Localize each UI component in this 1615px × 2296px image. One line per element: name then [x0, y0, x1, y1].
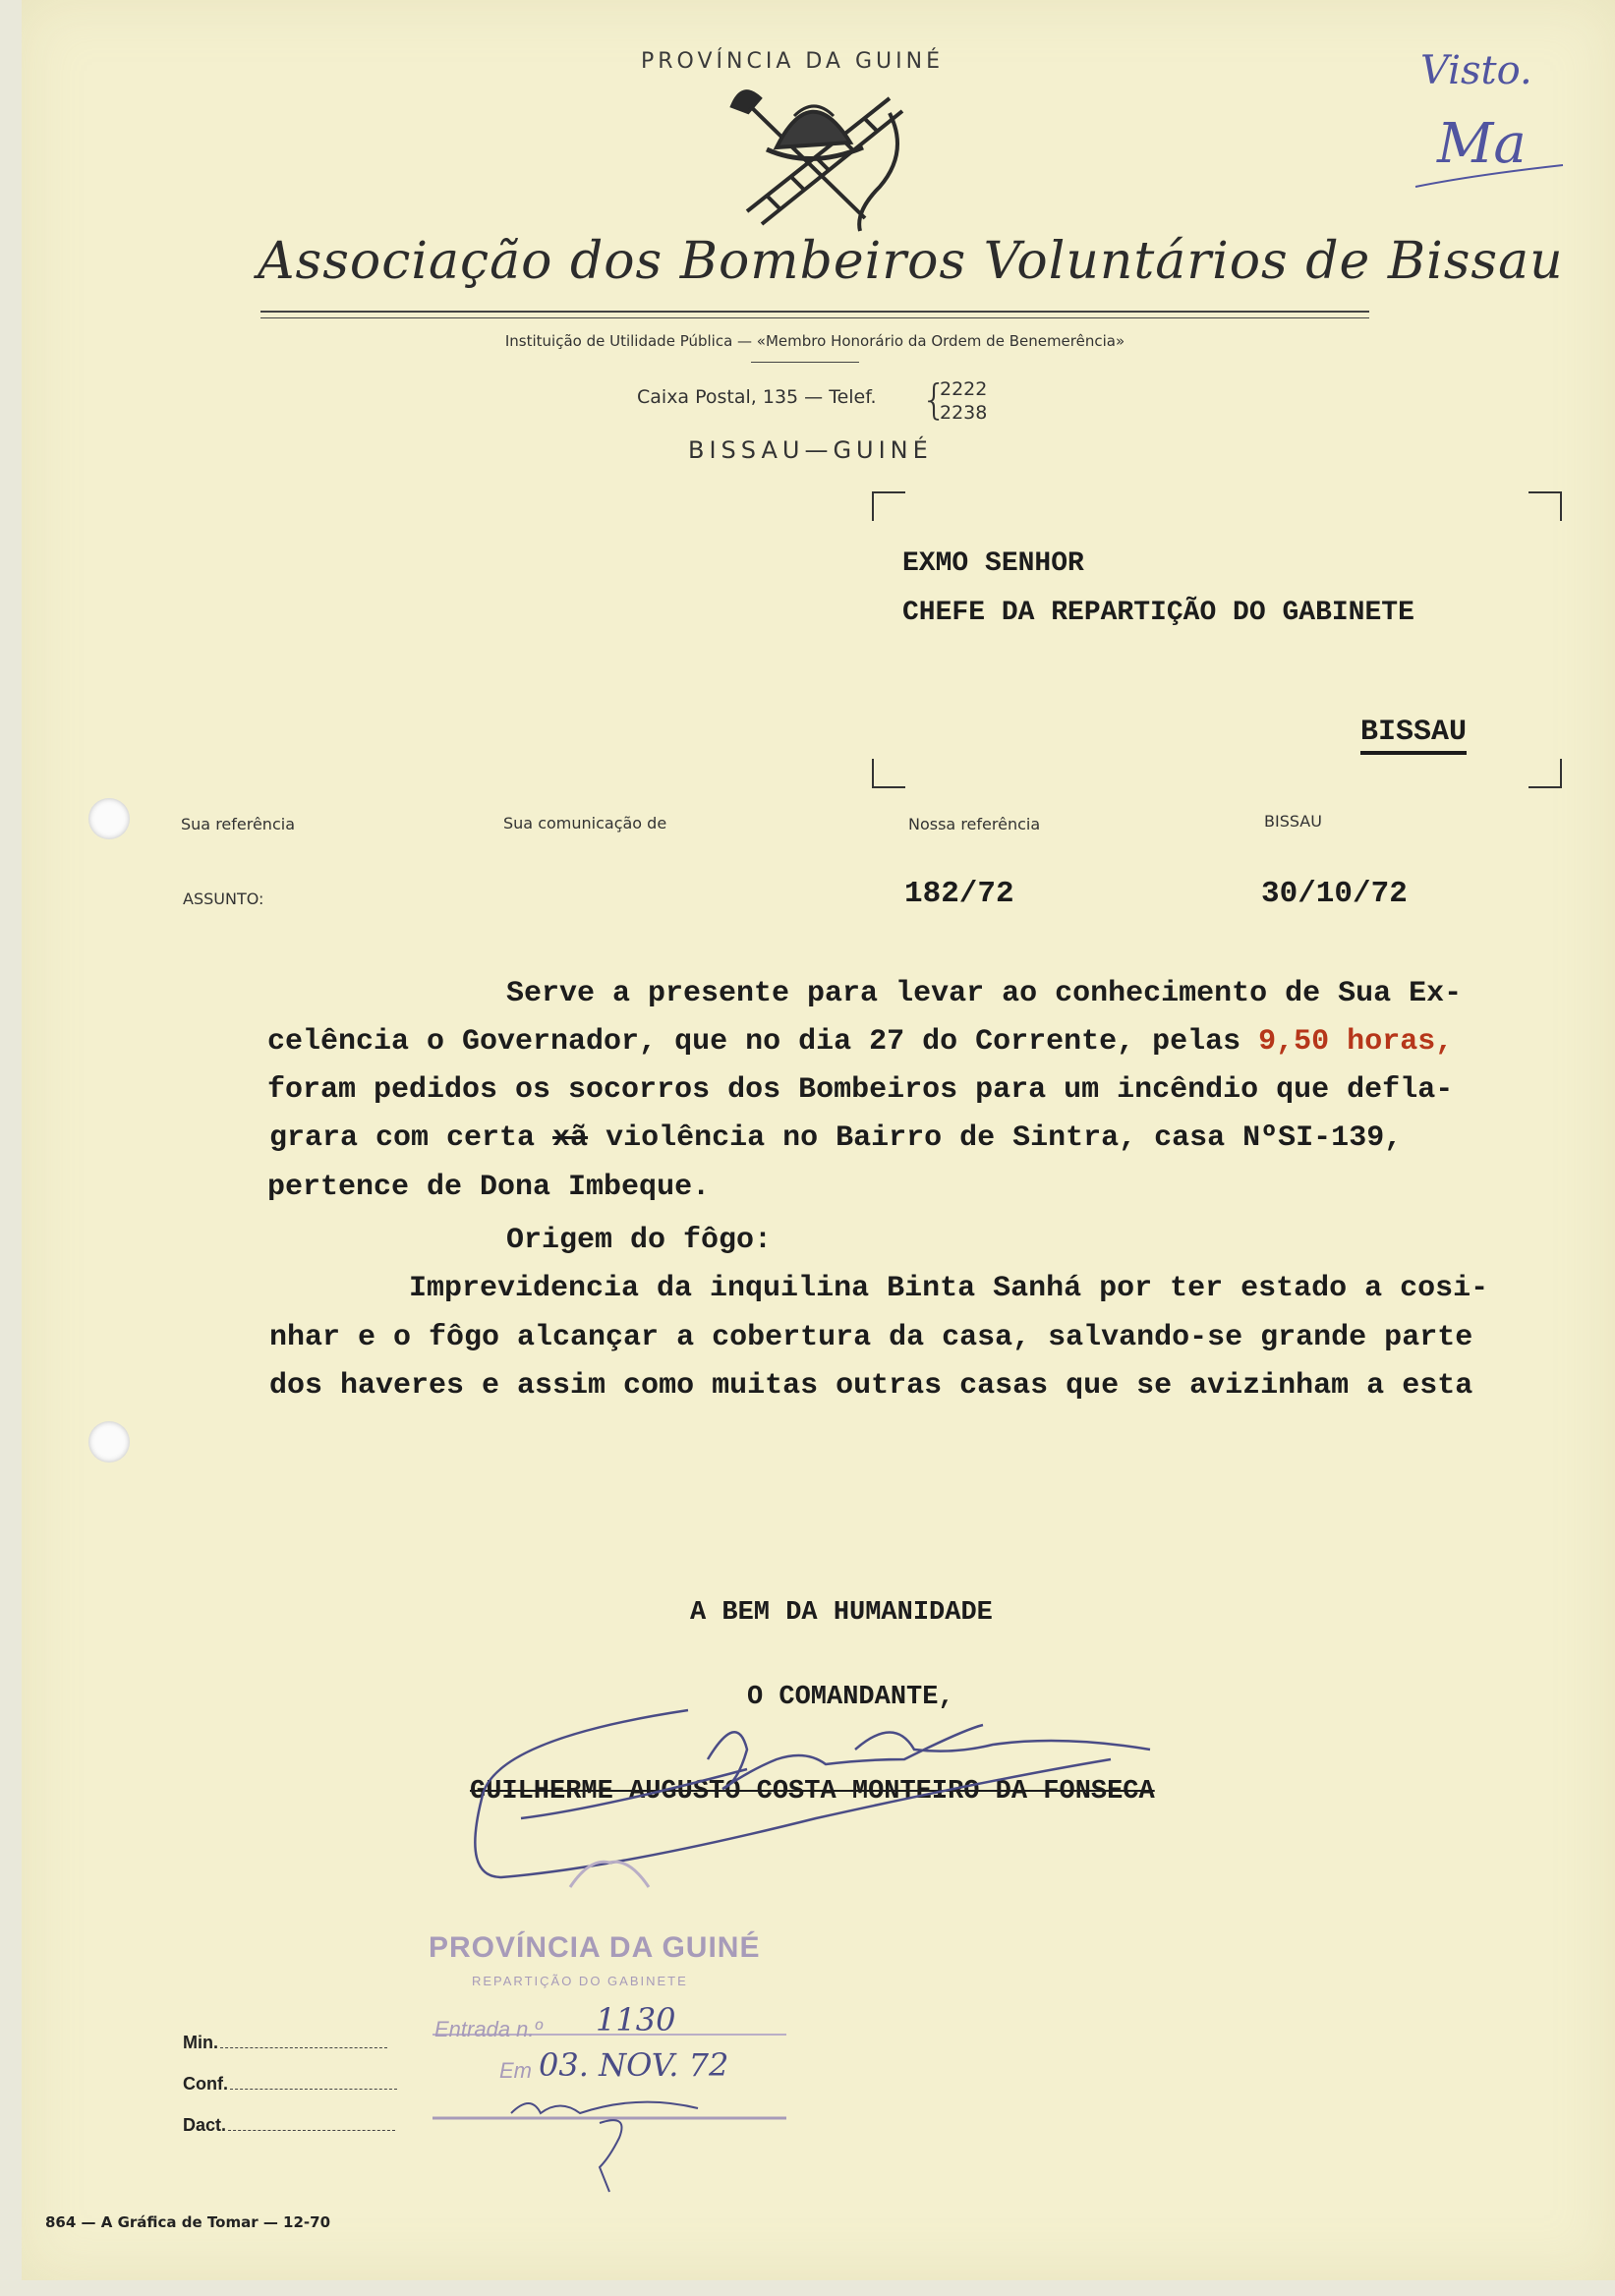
struck-text: xã — [552, 1121, 589, 1155]
signer-name: GUILHERME AUGUSTO COSTA MONTEIRO DA FONSECA — [470, 1777, 1155, 1807]
our-reference-value: 182/72 — [904, 877, 1014, 911]
initials-scribble — [511, 2102, 698, 2192]
min-label: Min. — [183, 2033, 218, 2052]
place-label: BISSAU — [1264, 812, 1322, 831]
letter-date: 30/10/72 — [1261, 877, 1408, 911]
min-field — [183, 2033, 387, 2053]
body-line: foram pedidos os socorros dos Bombeiros para um incêndio que defla- — [267, 1073, 1454, 1107]
body-line: Serve a presente para levar ao conhecimento de Sua Ex- — [506, 977, 1463, 1010]
body-line: nhar e o fôgo alcançar a cobertura da casa, salvando-se grande parte — [269, 1321, 1473, 1354]
body-line: Imprevidencia da inquilina Binta Sanhá por ter estado a cosi- — [409, 1272, 1489, 1305]
section-heading: Origem do fôgo: — [506, 1224, 773, 1257]
association-title: Associação dos Bombeiros Voluntários de Bissau — [258, 232, 1564, 291]
stamp-date-label: Em — [499, 2058, 532, 2083]
our-reference-label: Nossa referência — [908, 815, 1041, 833]
closing-motto: A BEM DA HUMANIDADE — [690, 1598, 993, 1628]
your-communication-label: Sua comunicação de — [503, 814, 667, 832]
addressee-line: CHEFE DA REPARTIÇÃO DO GABINETE — [902, 598, 1414, 628]
institution-line: Instituição de Utilidade Pública — «Membro Honorário da Ordem de Benemerência» — [504, 332, 1125, 350]
subject-label: ASSUNTO: — [183, 890, 264, 908]
conf-blank — [230, 2089, 397, 2090]
entry-number: 1130 — [596, 2001, 676, 2038]
your-reference-label: Sua referência — [181, 815, 295, 833]
stamp-province: PROVÍNCIA DA GUINÉ — [429, 1931, 761, 1964]
addressee-city: BISSAU — [1360, 714, 1467, 755]
handwritten-initials: Ma — [1437, 112, 1527, 176]
body-text: celência o Governador, que no dia 27 do Corrente, pelas — [267, 1025, 1259, 1059]
stamp-department: REPARTIÇÃO DO GABINETE — [472, 1974, 688, 1988]
phone-number: 2238 — [940, 402, 988, 424]
signer-title: O COMANDANTE, — [747, 1683, 954, 1712]
addressee-line: EXMO SENHOR — [902, 548, 1084, 579]
conf-field — [183, 2074, 397, 2095]
min-blank — [220, 2047, 387, 2048]
dact-blank — [228, 2130, 395, 2131]
body-line: dos haveres e assim como muitas outras casas que se avizinham a esta — [269, 1369, 1473, 1403]
entry-date: 03. NOV. 72 — [539, 2046, 729, 2084]
dact-label: Dact. — [183, 2115, 227, 2135]
printer-footer: 864 — A Gráfica de Tomar — 12-70 — [45, 2213, 331, 2231]
phone-number: 2222 — [940, 378, 988, 400]
conf-label: Conf. — [183, 2074, 228, 2094]
postal-line: Caixa Postal, 135 — Telef. — [637, 386, 877, 408]
city-heading: BISSAU—GUINÉ — [688, 436, 933, 464]
body-text: grara com certa — [269, 1121, 553, 1155]
handwritten-note: Visto. — [1420, 48, 1532, 93]
time-highlight: 9,50 horas, — [1258, 1025, 1454, 1059]
province-heading: PROVÍNCIA DA GUINÉ — [641, 49, 944, 74]
dact-field — [183, 2115, 395, 2136]
stamp-entry-label: Entrada n.º — [434, 2017, 543, 2041]
body-line: pertence de Dona Imbeque. — [267, 1171, 711, 1204]
body-text: violência no Bairro de Sintra, casa NºSI-139, — [588, 1121, 1403, 1155]
phone-brace: { — [921, 375, 948, 424]
signature — [475, 1710, 1150, 1877]
